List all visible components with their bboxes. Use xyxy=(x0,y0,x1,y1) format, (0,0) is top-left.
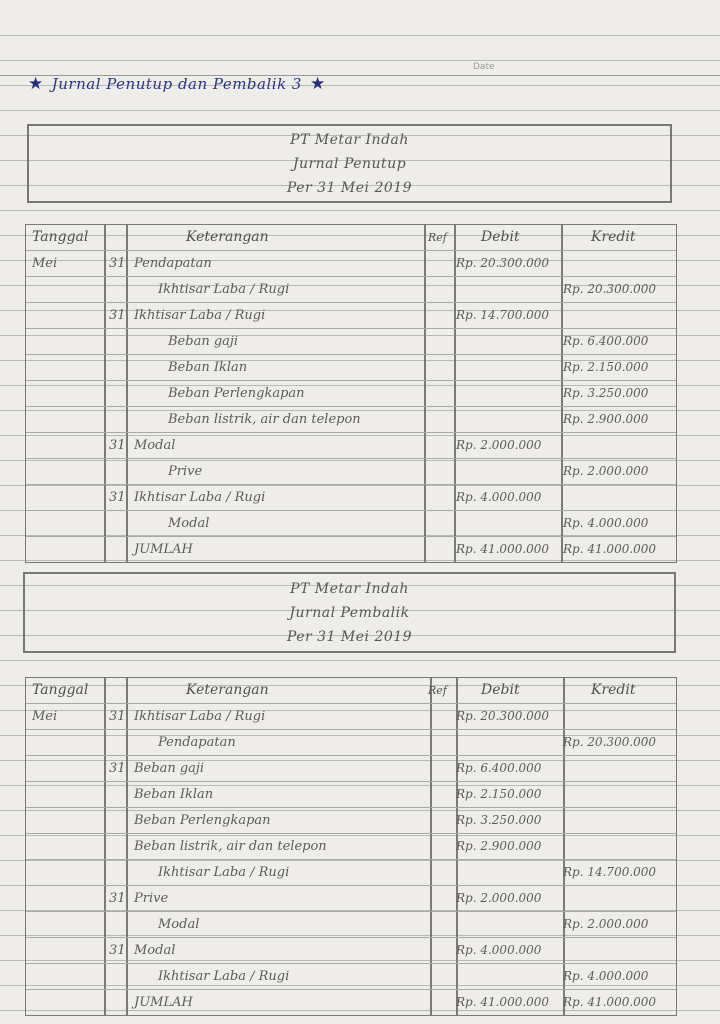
star-icon-left: ★ xyxy=(28,74,44,94)
pembalik-journal-name: Jurnal Pembalik xyxy=(289,604,410,621)
entry-description: Modal xyxy=(134,438,176,453)
entry-description: Ikhtisar Laba / Rugi xyxy=(134,308,266,323)
entry-month: Mei xyxy=(32,256,58,271)
table-row xyxy=(26,251,676,277)
header-ref: Ref xyxy=(428,231,447,244)
entry-description: Prive xyxy=(168,464,203,479)
penutup-journal-name: Jurnal Penutup xyxy=(292,155,407,172)
table-row xyxy=(26,355,676,381)
entry-description: Beban gaji xyxy=(168,334,239,349)
header-kredit: Kredit xyxy=(591,682,636,698)
table-row xyxy=(26,730,676,756)
entry-description: Beban Perlengkapan xyxy=(134,813,271,828)
table-row xyxy=(26,381,676,407)
penutup-period: Per 31 Mei 2019 xyxy=(286,179,413,196)
page-heading xyxy=(20,74,334,94)
entry-day: 31 xyxy=(109,709,126,724)
entry-description: Modal xyxy=(158,917,200,932)
entry-debit: Rp. 2.150.000 xyxy=(456,787,542,801)
entry-kredit: Rp. 2.150.000 xyxy=(563,360,649,374)
header-debit: Debit xyxy=(481,682,520,698)
total-row xyxy=(26,990,676,1015)
header-tanggal: Tanggal xyxy=(32,229,89,245)
entry-kredit: Rp. 2.900.000 xyxy=(563,412,649,426)
entry-day: 31 xyxy=(109,761,126,776)
table-header-row xyxy=(26,225,676,251)
pembalik-company: PT Metar Indah xyxy=(290,580,409,597)
total-label: JUMLAH xyxy=(134,542,193,557)
entry-debit: Rp. 2.000.000 xyxy=(456,891,542,905)
pembalik-period: Per 31 Mei 2019 xyxy=(286,628,413,645)
entry-day: 31 xyxy=(109,438,126,453)
total-kredit: Rp. 41.000.000 xyxy=(563,995,657,1009)
entry-day: 31 xyxy=(109,308,126,323)
entry-day: 31 xyxy=(109,256,126,271)
entry-kredit: Rp. 2.000.000 xyxy=(563,917,649,931)
total-row xyxy=(26,537,676,562)
entry-kredit: Rp. 20.300.000 xyxy=(563,735,657,749)
table-row xyxy=(26,964,676,990)
entry-debit: Rp. 14.700.000 xyxy=(456,308,550,322)
entry-debit: Rp. 2.000.000 xyxy=(456,438,542,452)
entry-debit: Rp. 4.000.000 xyxy=(456,490,542,504)
table-row xyxy=(26,459,676,485)
table-row xyxy=(26,912,676,938)
table-row xyxy=(26,938,676,964)
table-row xyxy=(26,511,676,537)
table-row xyxy=(26,485,676,511)
header-kredit: Kredit xyxy=(591,229,636,245)
entry-debit: Rp. 4.000.000 xyxy=(456,943,542,957)
entry-day: 31 xyxy=(109,490,126,505)
header-tanggal: Tanggal xyxy=(32,682,89,698)
entry-description: Ikhtisar Laba / Rugi xyxy=(158,969,290,984)
entry-debit: Rp. 3.250.000 xyxy=(456,813,542,827)
table-row xyxy=(26,886,676,912)
entry-description: Modal xyxy=(134,943,176,958)
entry-description: Ikhtisar Laba / Rugi xyxy=(158,282,290,297)
entry-kredit: Rp. 6.400.000 xyxy=(563,334,649,348)
header-debit: Debit xyxy=(481,229,520,245)
entry-debit: Rp. 2.900.000 xyxy=(456,839,542,853)
entry-description: Beban listrik, air dan telepon xyxy=(168,412,361,427)
penutup-journal-table xyxy=(25,224,677,563)
header-keterangan: Keterangan xyxy=(186,682,269,698)
entry-kredit: Rp. 2.000.000 xyxy=(563,464,649,478)
entry-day: 31 xyxy=(109,891,126,906)
entry-description: Ikhtisar Laba / Rugi xyxy=(134,490,266,505)
page-heading-text: Jurnal Penutup dan Pembalik 3 xyxy=(51,75,302,93)
entry-description: Pendapatan xyxy=(158,735,236,750)
entry-kredit: Rp. 3.250.000 xyxy=(563,386,649,400)
table-header-row xyxy=(26,678,676,704)
entry-description: Ikhtisar Laba / Rugi xyxy=(134,709,266,724)
table-row xyxy=(26,860,676,886)
table-row xyxy=(26,277,676,303)
entry-description: Beban Iklan xyxy=(134,787,214,802)
table-row xyxy=(26,407,676,433)
total-label: JUMLAH xyxy=(134,995,193,1010)
entry-description: Pendapatan xyxy=(134,256,212,271)
entry-description: Modal xyxy=(168,516,210,531)
star-icon-right: ★ xyxy=(309,74,326,94)
table-row xyxy=(26,834,676,860)
entry-description: Beban Iklan xyxy=(168,360,248,375)
entry-kredit: Rp. 20.300.000 xyxy=(563,282,657,296)
total-debit: Rp. 41.000.000 xyxy=(456,995,550,1009)
entry-description: Beban gaji xyxy=(134,761,205,776)
table-row xyxy=(26,782,676,808)
entry-kredit: Rp. 4.000.000 xyxy=(563,969,649,983)
entry-description: Beban listrik, air dan telepon xyxy=(134,839,327,854)
pembalik-journal-table xyxy=(25,677,677,1016)
penutup-company: PT Metar Indah xyxy=(290,131,409,148)
entry-debit: Rp. 20.300.000 xyxy=(456,709,550,723)
table-row xyxy=(26,808,676,834)
header-keterangan: Keterangan xyxy=(186,229,269,245)
penutup-title-box xyxy=(27,124,672,203)
total-debit: Rp. 41.000.000 xyxy=(456,542,550,556)
table-row xyxy=(26,704,676,730)
table-row xyxy=(26,433,676,459)
entry-description: Ikhtisar Laba / Rugi xyxy=(158,865,290,880)
table-row xyxy=(26,756,676,782)
entry-debit: Rp. 6.400.000 xyxy=(456,761,542,775)
entry-debit: Rp. 20.300.000 xyxy=(456,256,550,270)
entry-kredit: Rp. 4.000.000 xyxy=(563,516,649,530)
table-row xyxy=(26,303,676,329)
total-kredit: Rp. 41.000.000 xyxy=(563,542,657,556)
entry-month: Mei xyxy=(32,709,58,724)
date-label: Date xyxy=(473,62,495,72)
entry-description: Prive xyxy=(134,891,169,906)
entry-description: Beban Perlengkapan xyxy=(168,386,305,401)
entry-kredit: Rp. 14.700.000 xyxy=(563,865,657,879)
pembalik-title-box xyxy=(23,572,676,653)
header-ref: Ref xyxy=(428,684,447,697)
table-row xyxy=(26,329,676,355)
entry-day: 31 xyxy=(109,943,126,958)
